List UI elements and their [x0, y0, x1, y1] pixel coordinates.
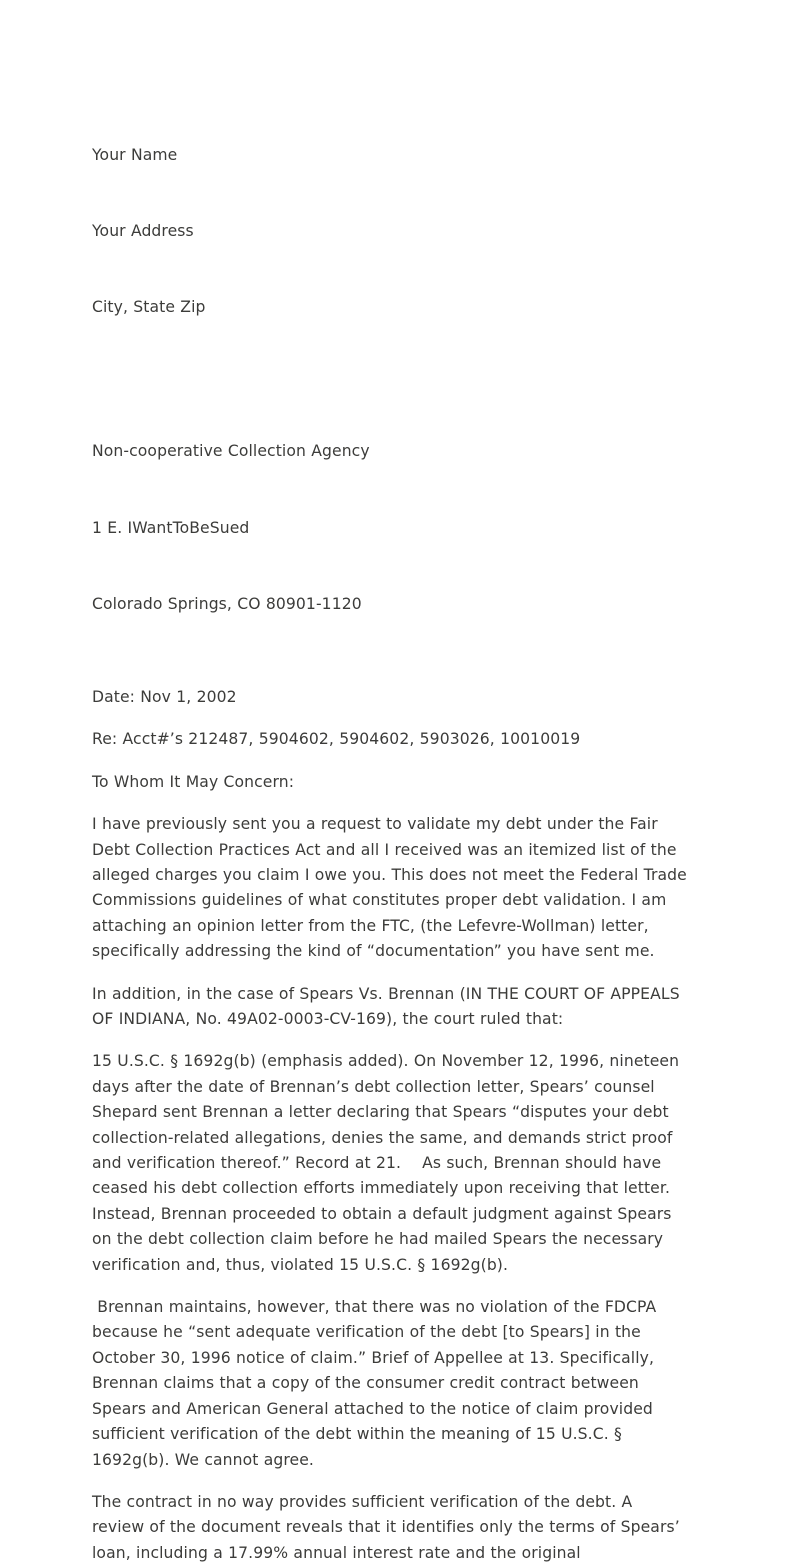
- paragraph-court-ruling-quote: 15 U.S.C. § 1692g(b) (emphasis added). On November 12, 1996, nineteen days after the date of Brennan’s debt collection letter, Spears’ counsel Shepard sent Brennan a letter declaring that Spears “disputes your debt collection-related allegations, denies the same, and demands strict proof and verification thereof.” Record at 21. As such, Brennan should have ceased his debt collection efforts immediately upon receiving that letter. Instead, Brennan proceeded to obtain a default judgment against Spears on the debt collection claim before he had mailed Spears the necessary verification and, thus, violated 15 U.S.C. § 1692g(b).: [92, 1052, 685, 1274]
- subject-line: Re: Acct#’s 212487, 5904602, 5904602, 5903026, 10010019: [92, 730, 581, 749]
- paragraph-contract-verification: The contract in no way provides sufficient verification of the debt. A review of the document reveals that it identifies only the terms of Spears’ loan, including a 17.99% annual interest rate and the original: [92, 1492, 686, 1562]
- recipient-address-block: [92, 388, 688, 667]
- sender-city-state-zip: City, State Zip: [92, 298, 206, 317]
- recipient-city-state-zip: Colorado Springs, CO 80901-1120: [92, 594, 362, 613]
- paragraph-brennan-maintains: Brennan maintains, however, that there was no violation of the FDCPA because he “sent adequate verification of the debt [to Spears] in the October 30, 1996 notice of claim.” Brief of Appellee at 13. Specifically, Brennan claims that a copy of the consumer credit contract between Spears and American General attached to the notice of claim provided sufficient verification of the debt within the meaning of 15 U.S.C. § 1692g(b). We cannot agree.: [92, 1298, 662, 1469]
- date-line: Date: Nov 1, 2002: [92, 687, 237, 706]
- letter-body: [92, 92, 693, 1566]
- sender-name: Your Name: [92, 145, 178, 164]
- paragraph-validation-request: I have previously sent you a request to validate my debt under the Fair Debt Collection Practices Act and all I received was an itemized list of the alleged charges you claim I owe you. This does not meet the Federal Trade Commissions guidelines of what constitutes proper debt validation. I am attaching an opinion letter from the FTC, (the Lefevre-Wollman) letter, specifically addressing the kind of “documentation” you have sent me.: [92, 815, 693, 961]
- sender-address-block: [92, 92, 688, 371]
- recipient-company: Non-cooperative Collection Agency: [92, 442, 370, 461]
- recipient-street: 1 E. IWantToBeSued: [92, 518, 250, 537]
- sender-address: Your Address: [92, 222, 194, 241]
- paragraph-case-citation: In addition, in the case of Spears Vs. Brennan (IN THE COURT OF APPEALS OF INDIANA, No. 49A02-0003-CV-169), the court ruled that:: [92, 984, 685, 1028]
- salutation: To Whom It May Concern:: [92, 772, 295, 791]
